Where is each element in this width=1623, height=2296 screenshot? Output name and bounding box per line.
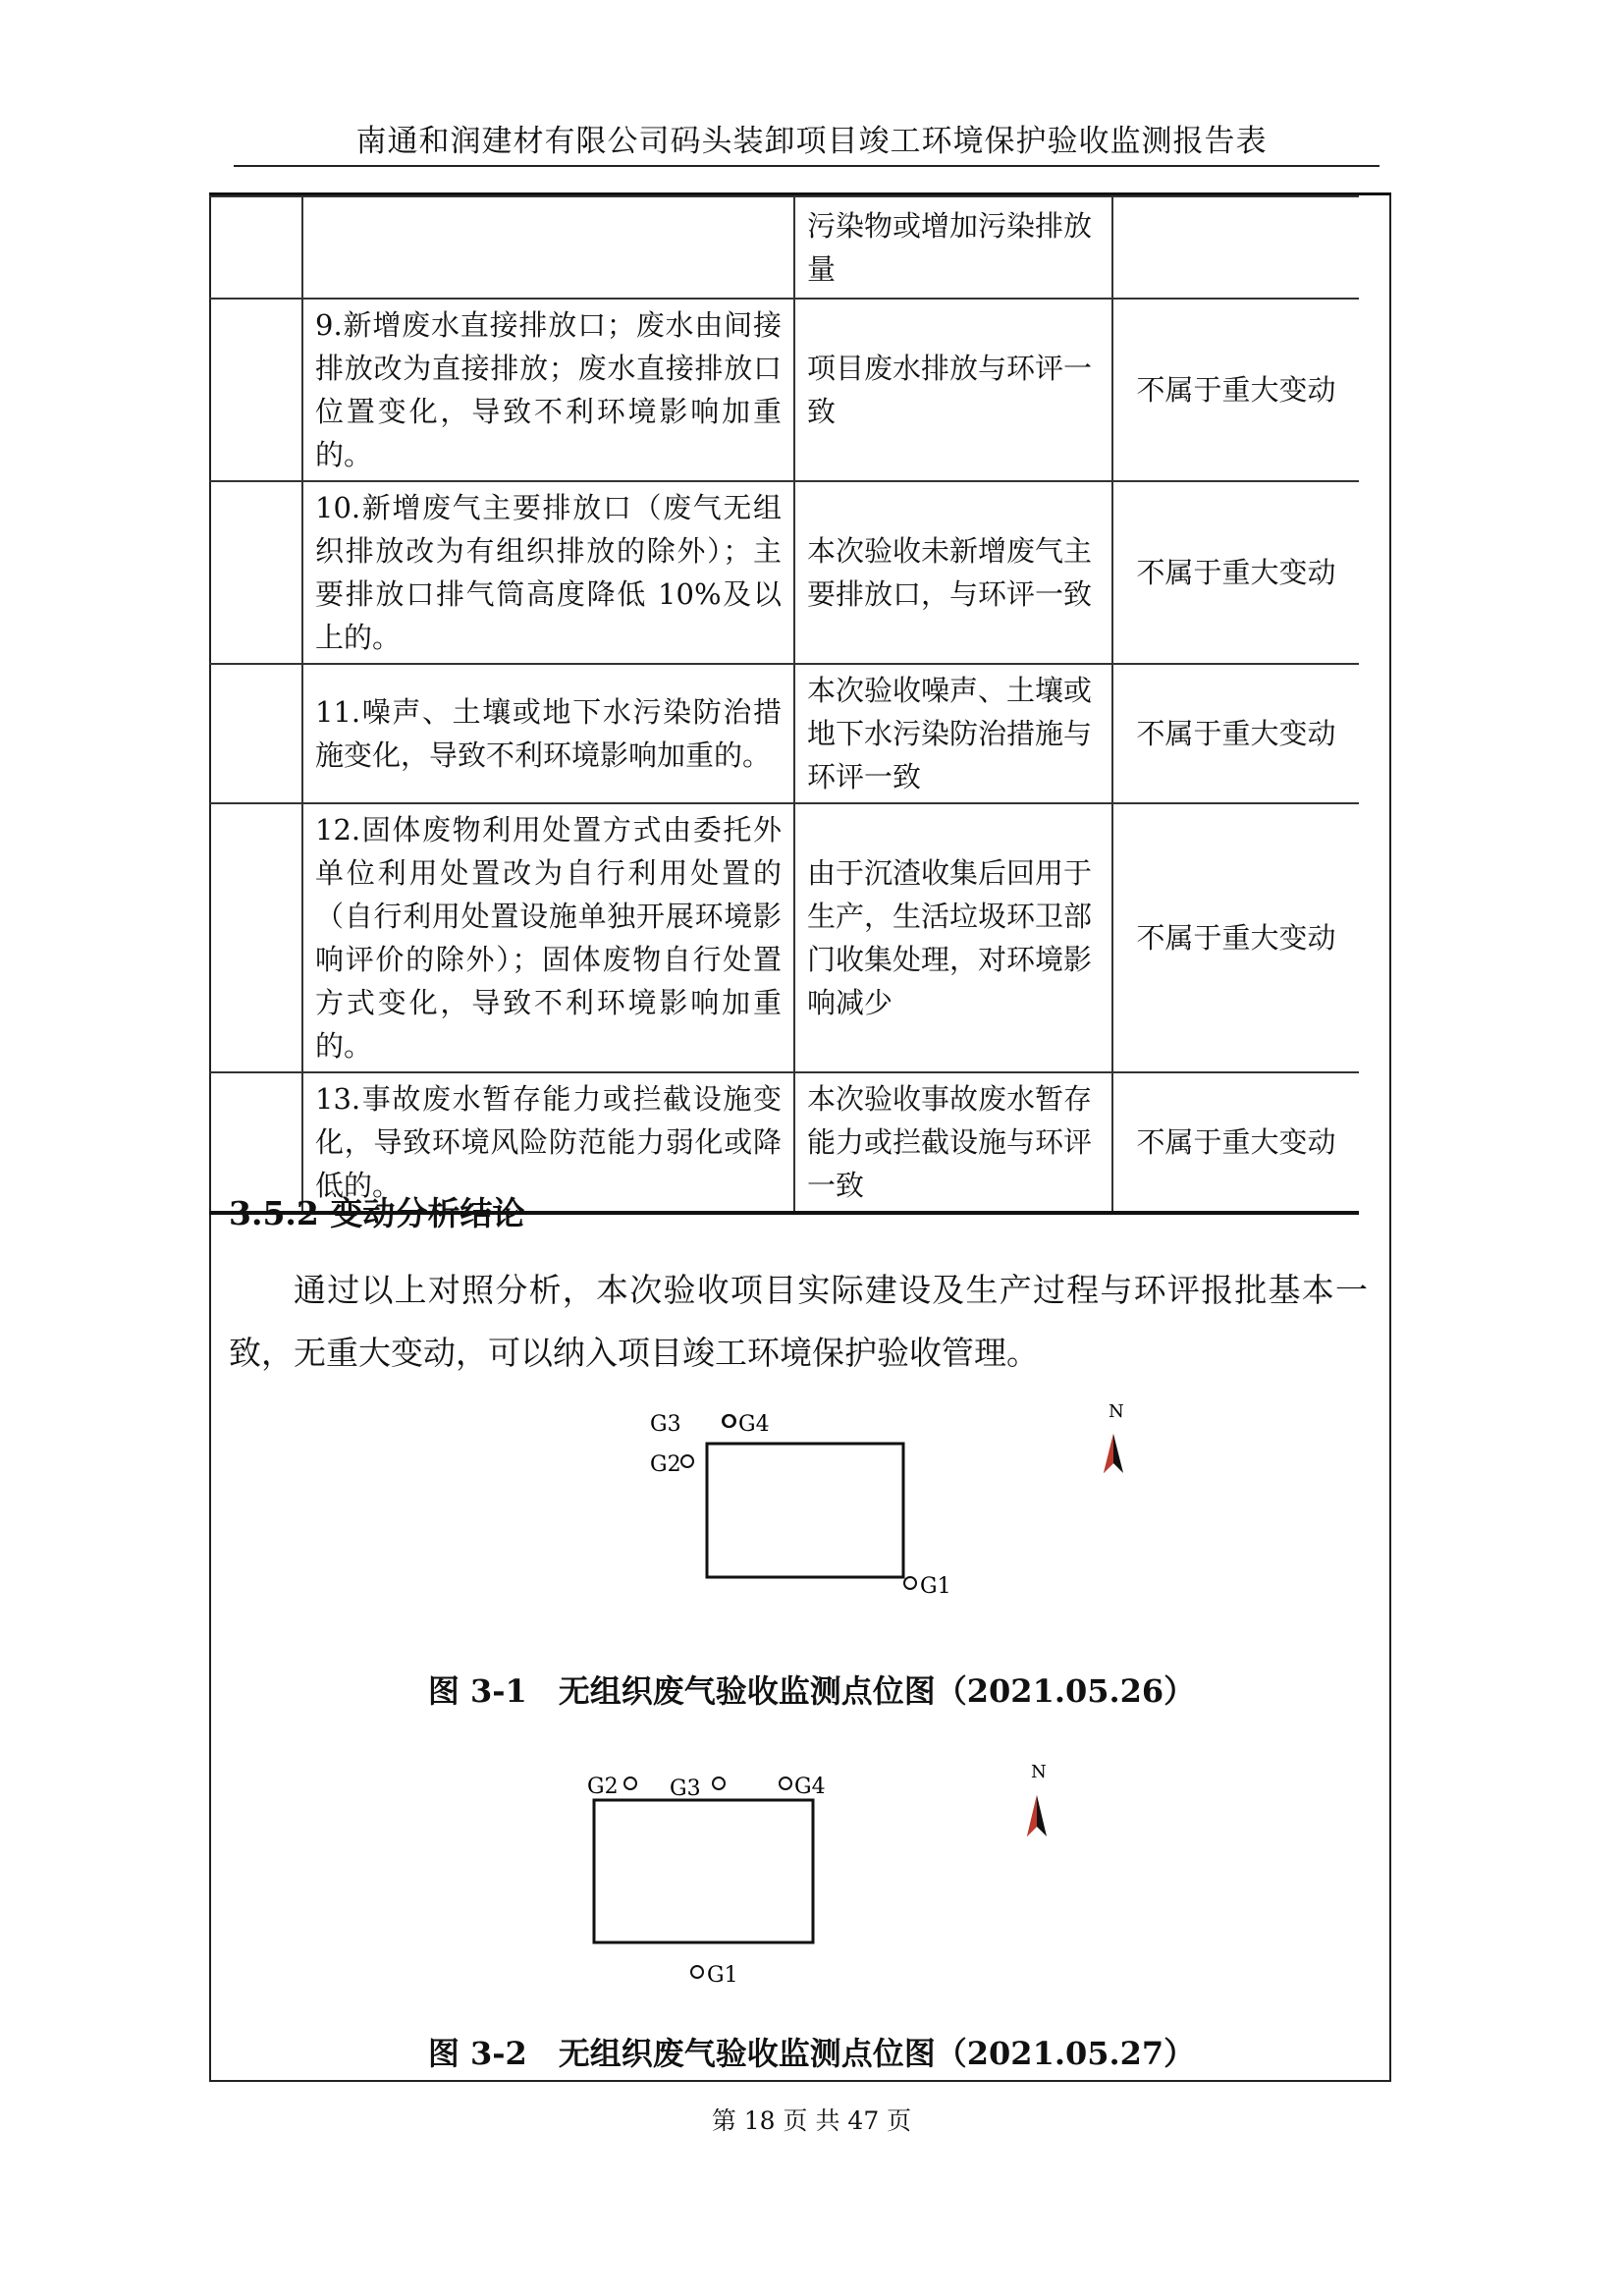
point-g4-label: G4 — [794, 1775, 826, 1799]
table-row — [209, 803, 1359, 1072]
item-cell: 9.新增废水直接排放口；废水由间接排放改为直接排放；废水直接排放口位置变化，导致不利环境影响加重的。 — [302, 299, 794, 481]
item-cell — [302, 196, 794, 299]
table-row — [209, 196, 1359, 299]
north-label: N — [1031, 1762, 1047, 1782]
figure-1-caption: 图 3-1 无组织废气验收监测点位图（2021.05.26） — [427, 1672, 1196, 1710]
point-g2-label: G2 — [650, 1452, 681, 1477]
point-g3-marker — [713, 1777, 725, 1789]
site-boundary — [707, 1444, 903, 1577]
monitoring-map-figure-1 — [628, 1394, 1139, 1611]
point-g1-label: G1 — [707, 1963, 738, 1988]
category-cell — [209, 196, 302, 299]
category-cell — [209, 481, 302, 664]
actual-cell: 本次验收噪声、土壤或地下水污染防治措施与环评一致 — [794, 664, 1112, 803]
actual-cell: 本次验收事故废水暂存能力或拦截设施与环评一致 — [794, 1072, 1112, 1213]
actual-cell: 污染物或增加污染排放量 — [794, 196, 1112, 299]
north-label: N — [1109, 1401, 1124, 1422]
category-cell — [209, 299, 302, 481]
point-g1-label: G1 — [920, 1574, 951, 1599]
item-cell: 10.新增废气主要排放口（废气无组织排放改为有组织排放的除外）；主要排放口排气筒高度降低 10%及以上的。 — [302, 481, 794, 664]
section-heading: 3.5.2 变动分析结论 — [229, 1194, 525, 1232]
change-comparison-table — [209, 195, 1359, 1215]
header-rule — [234, 165, 1380, 167]
item-cell: 13.事故废水暂存能力或拦截设施变化，导致环境风险防范能力弱化或降低的。 — [302, 1072, 794, 1213]
point-g3-label: G3 — [650, 1412, 681, 1437]
category-cell — [209, 664, 302, 803]
conclusion-cell — [1112, 196, 1359, 299]
table-row — [209, 664, 1359, 803]
table-row — [209, 299, 1359, 481]
north-arrow-red-half — [1027, 1795, 1037, 1836]
point-g3-label: G3 — [670, 1777, 701, 1801]
point-g2-label: G2 — [587, 1775, 619, 1799]
site-boundary — [594, 1800, 813, 1942]
page-number: 第 18 页 共 47 页 — [711, 2106, 912, 2135]
conclusion-cell: 不属于重大变动 — [1112, 803, 1359, 1072]
conclusion-cell: 不属于重大变动 — [1112, 299, 1359, 481]
actual-cell: 项目废水排放与环评一致 — [794, 299, 1112, 481]
conclusion-cell: 不属于重大变动 — [1112, 481, 1359, 664]
monitoring-map-figure-2 — [579, 1758, 1090, 1994]
point-g1-marker — [904, 1577, 916, 1589]
conclusion-cell: 不属于重大变动 — [1112, 1072, 1359, 1213]
item-cell: 12.固体废物利用处置方式由委托外单位利用处置改为自行利用处置的（自行利用处置设施单独开展环境影响评价的除外）；固体废物自行处置方式变化，导致不利环境影响加重的。 — [302, 803, 794, 1072]
actual-cell: 由于沉渣收集后回用于生产，生活垃圾环卫部门收集处理，对环境影响减少 — [794, 803, 1112, 1072]
conclusion-cell: 不属于重大变动 — [1112, 664, 1359, 803]
point-g4-marker — [780, 1777, 791, 1789]
figure-2-caption: 图 3-2 无组织废气验收监测点位图（2021.05.27） — [427, 2035, 1196, 2072]
conclusion-paragraph: 通过以上对照分析，本次验收项目实际建设及生产过程与环评报批基本一致，无重大变动，可以纳入项目竣工环境保护验收管理。 — [229, 1271, 1368, 1372]
north-arrow-red-half — [1104, 1434, 1113, 1473]
actual-cell: 本次验收未新增废气主要排放口，与环评一致 — [794, 481, 1112, 664]
point-g1-marker — [691, 1966, 703, 1978]
point-g4-label: G4 — [738, 1412, 770, 1437]
point-g2-marker — [624, 1777, 636, 1789]
running-header: 南通和润建材有限公司码头装卸项目竣工环境保护验收监测报告表 — [355, 124, 1268, 159]
category-cell — [209, 803, 302, 1072]
item-cell: 11.噪声、土壤或地下水污染防治措施变化，导致不利环境影响加重的。 — [302, 664, 794, 803]
table-row — [209, 481, 1359, 664]
point-g2-marker — [681, 1455, 693, 1467]
